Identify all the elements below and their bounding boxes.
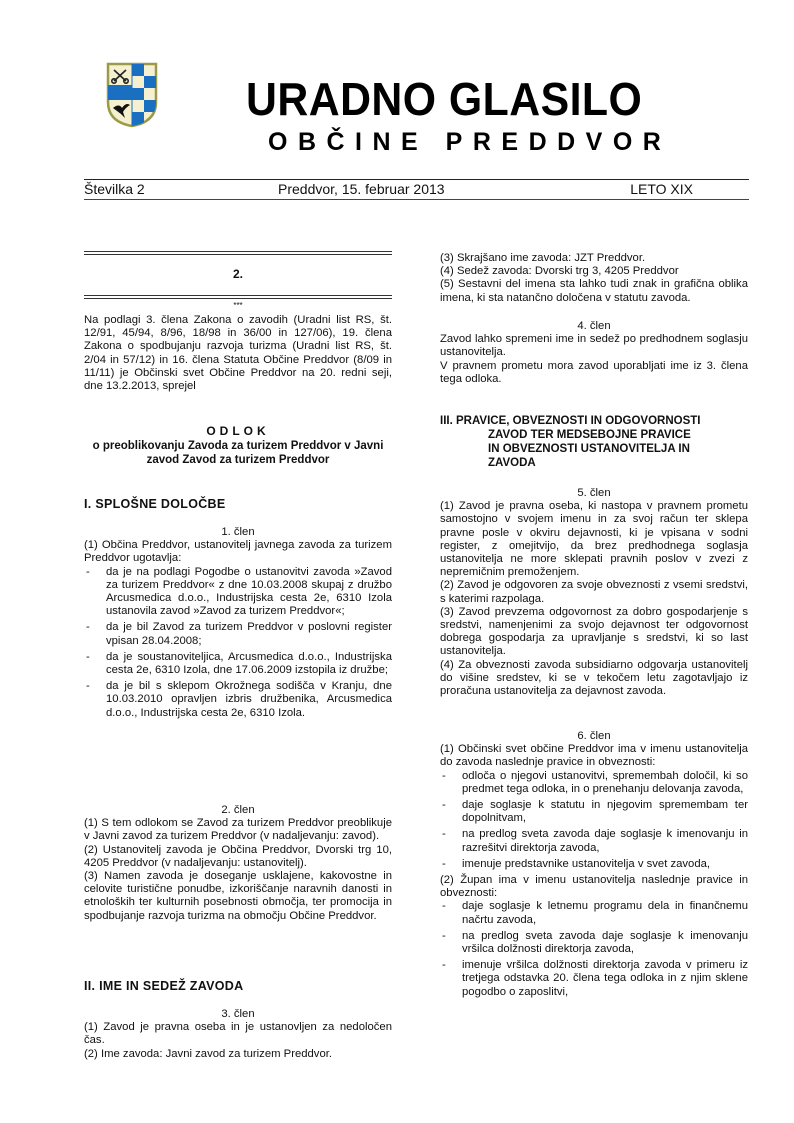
list-item: - imenuje vršilca dolžnosti direktorja zavoda v primeru iz tretjega odstavka 20. člena tega odloka in z njim sklene pogodbo o zaposlitvi,	[440, 959, 748, 999]
section-heading-1: I. SPLOŠNE DOLOČBE	[84, 497, 226, 511]
section-3-line-3: IN OBVEZNOSTI USTANOVITELJA IN	[488, 443, 690, 455]
clen-3-continued	[440, 252, 748, 305]
clen-6	[440, 730, 748, 1002]
clen-6-intro-1: (1) Občinski svet občine Preddvor ima v imenu ustanovitelja do zavoda naslednje pravice in obveznosti:	[440, 743, 748, 769]
section-3-line-2: ZAVOD TER MEDSEBOJNE PRAVICE	[488, 429, 691, 441]
header-rule-bottom	[84, 199, 749, 200]
clen-4-heading: 4. člen	[577, 320, 611, 332]
clen-5-p1: (1) Zavod je pravna oseba, ki nastopa v pravnem prometu samostojno v svojem imenu in za svoj račun ter sklepa pravne posle v okviru dejavnosti, ki je vpisana v sodni register, z omejitvijo, da brez predhodnega soglasja ustanovitelja ne more sklepati pravnih poslov v zvezi z nepremičnim premoženjem.	[440, 500, 748, 579]
clen-3	[84, 1008, 392, 1061]
clen-3-p1: (1) Zavod je pravna oseba in je ustanovljen za nedoločen čas.	[84, 1021, 392, 1047]
publication-subtitle: OBČINE PREDDVOR	[268, 128, 672, 156]
document-number: 2.	[232, 267, 243, 281]
clen-3-p3: (3) Skrajšano ime zavoda: JZT Preddvor.	[440, 252, 646, 264]
list-item: - da je bil Zavod za turizem Preddvor v poslovni register vpisan 28.04.2008;	[84, 621, 392, 647]
list-item: - na predlog sveta zavoda daje soglasje k imenovanju in razrešitvi direktorja zavoda,	[440, 828, 748, 854]
publication-title: URADNO GLASILO	[246, 73, 643, 125]
clen-6-list-1	[440, 770, 748, 871]
list-item: - da je soustanoviteljica, Arcusmedica d.o.o., Industrijska cesta 2e, 6310 Izola, dne 17.06.2009 izstopila iz družbe;	[84, 651, 392, 677]
list-item: - imenuje predstavnike ustanovitelja v svet zavoda,	[440, 858, 748, 871]
list-item: - da je na podlagi Pogodbe o ustanovitvi zavoda »Zavod za turizem Preddvor« z dne 10.03.2008 skupaj z družbo Arcusmedica d.o.o., Industrijska cesta 2e, 6310 Izola ustanovila zavod »Zavod za turizem Preddvor«;	[84, 566, 392, 619]
clen-3-heading: 3. člen	[221, 1008, 255, 1020]
clen-5-p4: (4) Za obveznosti zavoda subsidiarno odgovarja ustanovitelj do višine sredstev, ki se v tekočem letu zagotavljajo iz proračuna ustanovitelja za dejavnost zavoda.	[440, 658, 748, 698]
clen-2-p2: (2) Ustanovitelj zavoda je Občina Preddvor, Dvorski trg 10, 4205 Preddvor (v nadaljevanju: ustanovitelj).	[84, 843, 392, 869]
odlok-title: ODLOK	[206, 424, 270, 438]
clen-4	[440, 320, 748, 386]
clen-2-heading: 2. člen	[221, 804, 255, 816]
clen-1-list	[84, 566, 392, 720]
header-rule-top	[84, 179, 749, 180]
list-item: - daje soglasje k letnemu programu dela in finančnemu načrtu zavoda,	[440, 900, 748, 926]
list-item: - daje soglasje k statutu in njegovim spremembam ter dopolnitvam,	[440, 799, 748, 825]
list-item: - da je bil s sklepom Okrožnega sodišča v Kranju, dne 10.03.2010 opravljen izbris družbenika, Arcusmedica d.o.o., Industrijska cesta 2e, 6310 Izola.	[84, 680, 392, 720]
clen-2-p1: (1) S tem odlokom se Zavod za turizem Preddvor preoblikuje v Javni zavod za turizem Preddvor (v nadaljevanju: zavod).	[84, 817, 392, 843]
clen-3-p2: (2) Ime zavoda: Javni zavod za turizem Preddvor.	[84, 1047, 333, 1060]
clen-5	[440, 487, 748, 698]
clen-1-heading: 1. člen	[221, 526, 255, 538]
issue-year: LETO XIX	[630, 181, 693, 197]
clen-4-p1: Zavod lahko spremeni ime in sedež po predhodnem soglasju ustanovitelja.	[440, 333, 748, 359]
separator-stars: ***	[233, 301, 243, 310]
list-item: - odloča o njegovi ustanovitvi, spremembah določil, ki so predmet tega odloka, in o prenehanju delovanja zavoda,	[440, 770, 748, 796]
issue-date: Preddvor, 15. februar 2013	[278, 181, 445, 197]
section-heading-2: II. IME IN SEDEŽ ZAVODA	[84, 979, 244, 993]
section-3-line-1: III. PRAVICE, OBVEZNOSTI IN ODGOVORNOSTI	[440, 415, 701, 427]
clen-6-intro-2: (2) Župan ima v imenu ustanovitelja naslednje pravice in obveznosti:	[440, 874, 748, 900]
issue-number: Številka 2	[84, 181, 145, 197]
clen-3-p5: (5) Sestavni del imena sta lahko tudi znak in grafična oblika imena, ki sta natančno določena v statutu zavoda.	[440, 278, 748, 304]
clen-5-p3: (3) Zavod prevzema odgovornost za dobro gospodarjenje s sredstvi, namenjenimi za svojo dejavnost ter odgovornost dobrega gospodarja za upravljanje s sredstvi, ki so last ustanovitelja.	[440, 605, 748, 658]
odlok-heading	[84, 425, 392, 467]
divider-double-bottom	[84, 295, 392, 299]
clen-1	[84, 526, 392, 723]
clen-5-heading: 5. člen	[577, 487, 611, 499]
clen-2	[84, 804, 392, 923]
clen-5-p2: (2) Zavod je odgovoren za svoje obveznosti z vsemi sredstvi, s katerimi razpolaga.	[440, 579, 748, 605]
clen-1-intro: (1) Občina Preddvor, ustanovitelj javnega zavoda za turizem Preddvor ugotavlja:	[84, 539, 392, 565]
coat-of-arms-icon	[106, 62, 158, 128]
section-heading-3	[440, 414, 748, 470]
clen-4-p2: V pravnem prometu mora zavod uporabljati ime iz 3. člena tega odloka.	[440, 359, 748, 385]
divider-double-top	[84, 251, 392, 255]
odlok-subtitle: o preoblikovanju Zavoda za turizem Preddvor v Javni zavod Zavod za turizem Preddvor	[92, 440, 384, 467]
preamble: Na podlagi 3. člena Zakona o zavodih (Uradni list RS, št. 12/91, 45/94, 8/96, 18/98 in 36/00 in 127/06), 19. člena Zakona o spodbujanju razvoja turizma (Uradni list RS, št. 2/04 in 57/12) in 16. člena Statuta Občine Preddvor (8/09 in 11/11) je Občinski svet Občine Preddvor na 20. redni seji, dne 13.2.2013, sprejel	[84, 314, 392, 393]
list-item: - na predlog sveta zavoda daje soglasje k imenovanju vršilca dolžnosti direktorja zavoda,	[440, 930, 748, 956]
clen-3-p4: (4) Sedež zavoda: Dvorski trg 3, 4205 Preddvor	[440, 265, 679, 278]
clen-6-list-2	[440, 900, 748, 998]
clen-6-heading: 6. člen	[577, 730, 611, 742]
clen-2-p3: (3) Namen zavoda je doseganje usklajene, kakovostne in celovite turistične ponudbe, izkoriščanje naravnih danosti in etnoloških ter kulturnih posebnosti območja, ter promocija in spodbujanje razvoja turizma na območju Občine Preddvor.	[84, 870, 392, 922]
issue-bar	[84, 181, 749, 199]
section-3-line-4: ZAVODA	[488, 457, 536, 469]
